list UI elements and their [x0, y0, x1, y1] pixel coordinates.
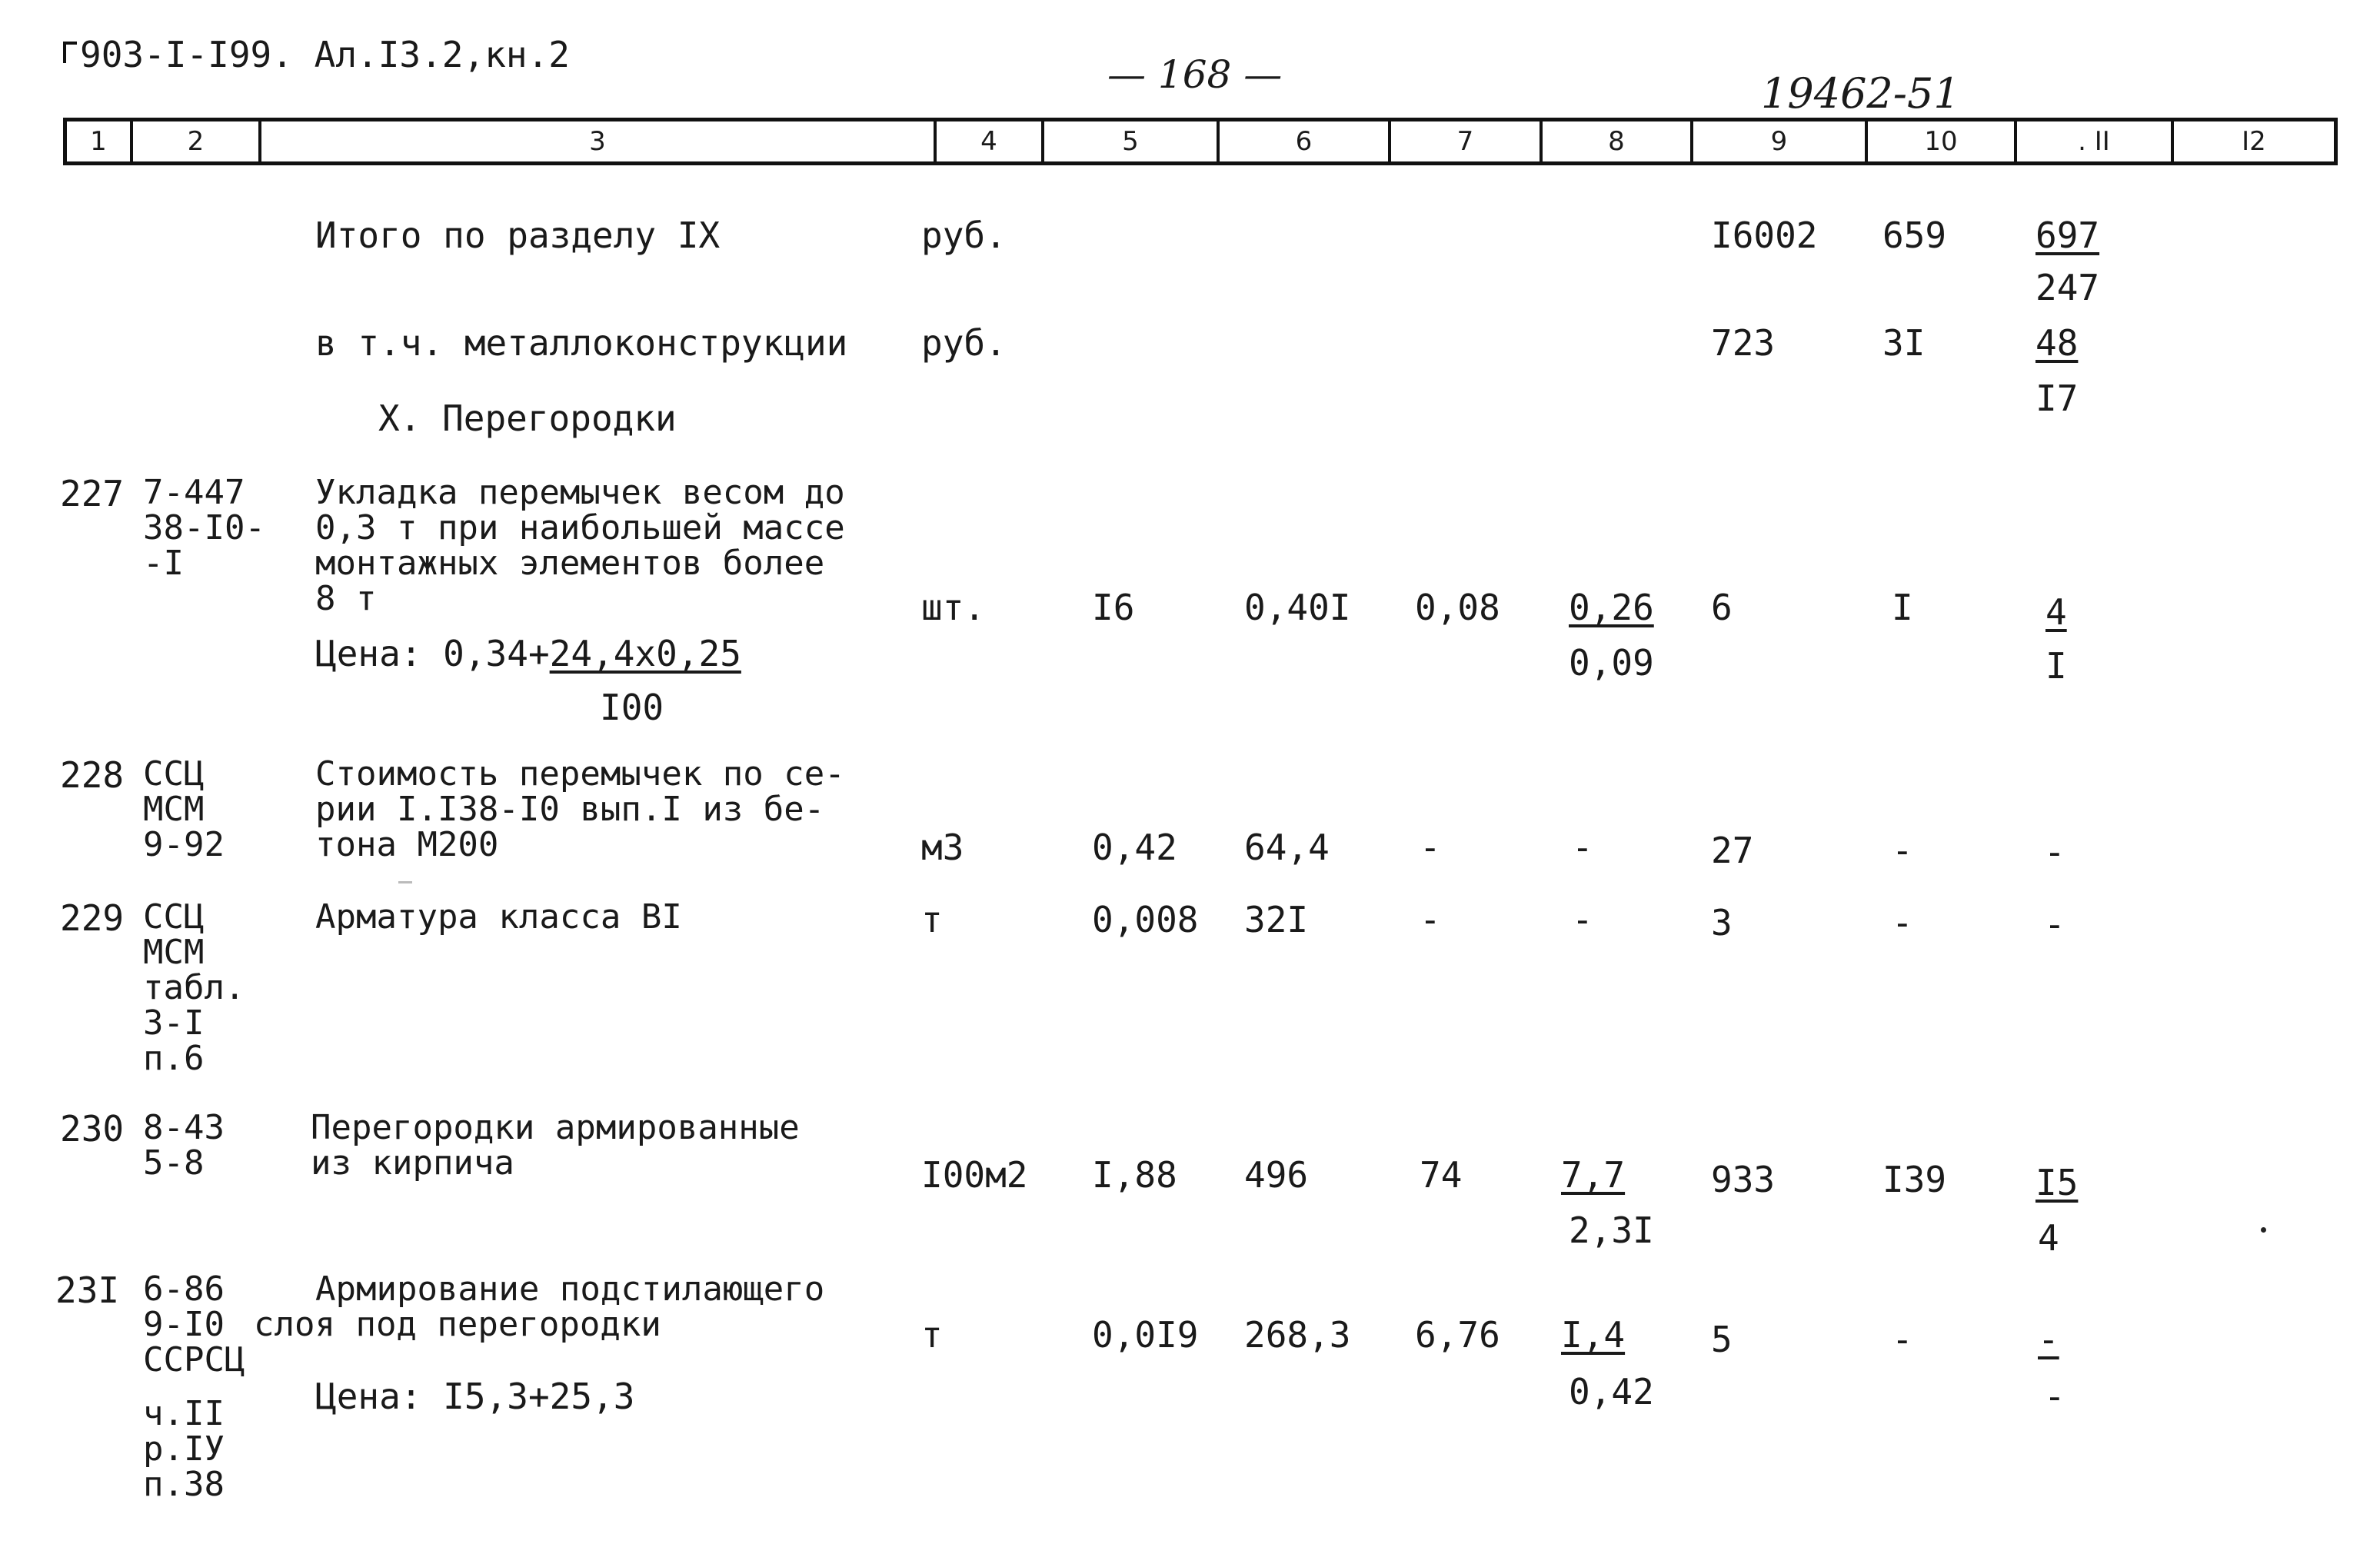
row-227-c11-top: 4 — [2045, 591, 2067, 633]
row-227-code: 7-447 38-I0- -I — [143, 473, 265, 583]
page-number: — 168 — — [1107, 52, 1283, 97]
row-227-number: 227 — [60, 473, 125, 514]
row-231-c11-bottom: - — [2044, 1376, 2065, 1417]
metal-subtotal-c11-bottom: I7 — [2035, 378, 2079, 419]
col-header-10: 10 — [1868, 121, 2017, 161]
row-227-c5: I6 — [1092, 587, 1135, 628]
row-229-number: 229 — [60, 897, 125, 939]
row-230-c11-top: I5 — [2035, 1162, 2079, 1203]
row-231-c5: 0,0I9 — [1092, 1314, 1199, 1356]
metal-subtotal-c10: 3I — [1882, 322, 1926, 364]
row-231-number: 23I — [55, 1269, 120, 1311]
col-header-7: 7 — [1391, 121, 1543, 161]
row-228-c10: - — [1892, 830, 1913, 871]
row-231-c11-top: - — [2038, 1319, 2059, 1360]
row-231-c8-bottom: 0,42 — [1569, 1371, 1654, 1413]
row-230-c8-bottom: 2,3I — [1569, 1210, 1654, 1251]
section-total-c10: 659 — [1882, 215, 1947, 256]
column-header-row — [63, 118, 2338, 165]
col-header-6: 6 — [1220, 121, 1391, 161]
row-230-code: 8-43 5-8 — [143, 1108, 225, 1183]
row-229-c6: 32I — [1244, 899, 1309, 940]
row-227-c11-bottom: I — [2045, 645, 2067, 687]
row-229-c7: - — [1420, 899, 1441, 940]
row-227-c7: 0,08 — [1415, 587, 1500, 628]
col-header-8: 8 — [1543, 121, 1693, 161]
row-230-c5: I,88 — [1092, 1154, 1177, 1196]
metal-subtotal-unit: руб. — [921, 322, 1007, 364]
row-228-c6: 64,4 — [1244, 827, 1330, 868]
row-227-c6: 0,40I — [1244, 587, 1351, 628]
row-228-c7: - — [1420, 827, 1441, 868]
row-231-code: 6-86 9-I0 ССРСЦ ч.II р.IУ п.38 — [143, 1269, 245, 1504]
section-total-c11-bottom: 247 — [2035, 267, 2100, 308]
row-227-c8-top: 0,26 — [1569, 587, 1654, 628]
row-230-c8-top: 7,7 — [1561, 1154, 1626, 1196]
row-227-price-formula: Цена: 0,34+24,4x0,25 — [315, 633, 741, 674]
col-header-4: 4 — [937, 121, 1044, 161]
row-230-c9: 933 — [1711, 1159, 1776, 1200]
col-header-5: 5 — [1044, 121, 1220, 161]
metal-subtotal-label: в т.ч. металлоконструкции — [315, 322, 848, 364]
section-total-c9: I6002 — [1711, 215, 1818, 256]
scan-speck — [2261, 1227, 2266, 1233]
row-230-c10: I39 — [1882, 1159, 1947, 1200]
section-title: X. Перегородки — [378, 398, 677, 439]
row-229-c10: - — [1892, 902, 1913, 943]
col-header-12: I2 — [2242, 126, 2266, 157]
row-230-number: 230 — [60, 1108, 125, 1150]
document-reference: 903-I-I99. Ал.I3.2,кн.2 — [63, 37, 570, 72]
row-227-c9: 6 — [1711, 587, 1733, 628]
row-231-c6: 268,3 — [1244, 1314, 1351, 1356]
row-231-c10: - — [1892, 1319, 1913, 1360]
metal-subtotal-c11-top: 48 — [2035, 322, 2079, 364]
row-229-c5: 0,008 — [1092, 899, 1199, 940]
row-231-c8-top: I,4 — [1561, 1314, 1626, 1356]
row-231-unit: т — [921, 1314, 943, 1356]
row-231-c9: 5 — [1711, 1319, 1733, 1360]
row-228-c5: 0,42 — [1092, 827, 1177, 868]
row-230-c6: 496 — [1244, 1154, 1309, 1196]
row-227-price-denominator: I00 — [600, 687, 664, 728]
corner-mark-icon — [63, 42, 77, 63]
row-230-c11-bottom: 4 — [2038, 1217, 2059, 1259]
row-229-description: Арматура класса BI — [315, 897, 682, 937]
row-231-c7: 6,76 — [1415, 1314, 1500, 1356]
archive-stamp: 19462-51 — [1761, 69, 1960, 118]
row-229-c9: 3 — [1711, 902, 1733, 943]
row-227-c10: I — [1892, 587, 1913, 628]
row-227-unit: шт. — [921, 587, 986, 628]
section-total-label: Итого по разделу IX — [315, 215, 721, 256]
row-231-price-formula: Цена: I5,3+25,3 — [315, 1376, 635, 1417]
row-228-c8: - — [1572, 827, 1593, 868]
scan-speck — [398, 881, 412, 883]
row-229-code: ССЦ МСМ табл. 3-I п.6 — [143, 897, 245, 1078]
row-230-description: Перегородки армированные из кирпича — [311, 1108, 800, 1183]
row-228-c11: - — [2044, 831, 2065, 873]
section-total-unit: руб. — [921, 215, 1007, 256]
row-227-description: Укладка перемычек весом до 0,3 т при наибольшей массе монтажных элементов более 8 т — [315, 473, 845, 618]
metal-subtotal-c9: 723 — [1711, 322, 1776, 364]
row-227-c8-bottom: 0,09 — [1569, 642, 1654, 684]
row-228-code: ССЦ МСМ 9-92 — [143, 754, 225, 864]
row-229-c11: - — [2044, 903, 2065, 945]
row-228-c9: 27 — [1711, 830, 1754, 871]
row-229-unit: т — [921, 899, 943, 940]
row-229-c8: - — [1572, 899, 1593, 940]
row-230-unit: I00м2 — [921, 1154, 1028, 1196]
row-228-description: Стоимость перемычек по се- рии I.I38-I0 вып.I из бе- тона М200 — [315, 754, 845, 864]
row-228-number: 228 — [60, 754, 125, 796]
col-header-11: . II — [2017, 121, 2174, 161]
section-total-c11-top: 697 — [2035, 215, 2100, 256]
row-230-c7: 74 — [1420, 1154, 1463, 1196]
col-header-1: 1 — [67, 121, 133, 161]
col-header-9: 9 — [1693, 121, 1868, 161]
col-header-3: 3 — [261, 121, 937, 161]
row-228-unit: м3 — [921, 827, 964, 868]
row-231-description: Армирование подстилающего слоя под перегородки — [254, 1269, 825, 1344]
col-header-2: 2 — [133, 121, 261, 161]
